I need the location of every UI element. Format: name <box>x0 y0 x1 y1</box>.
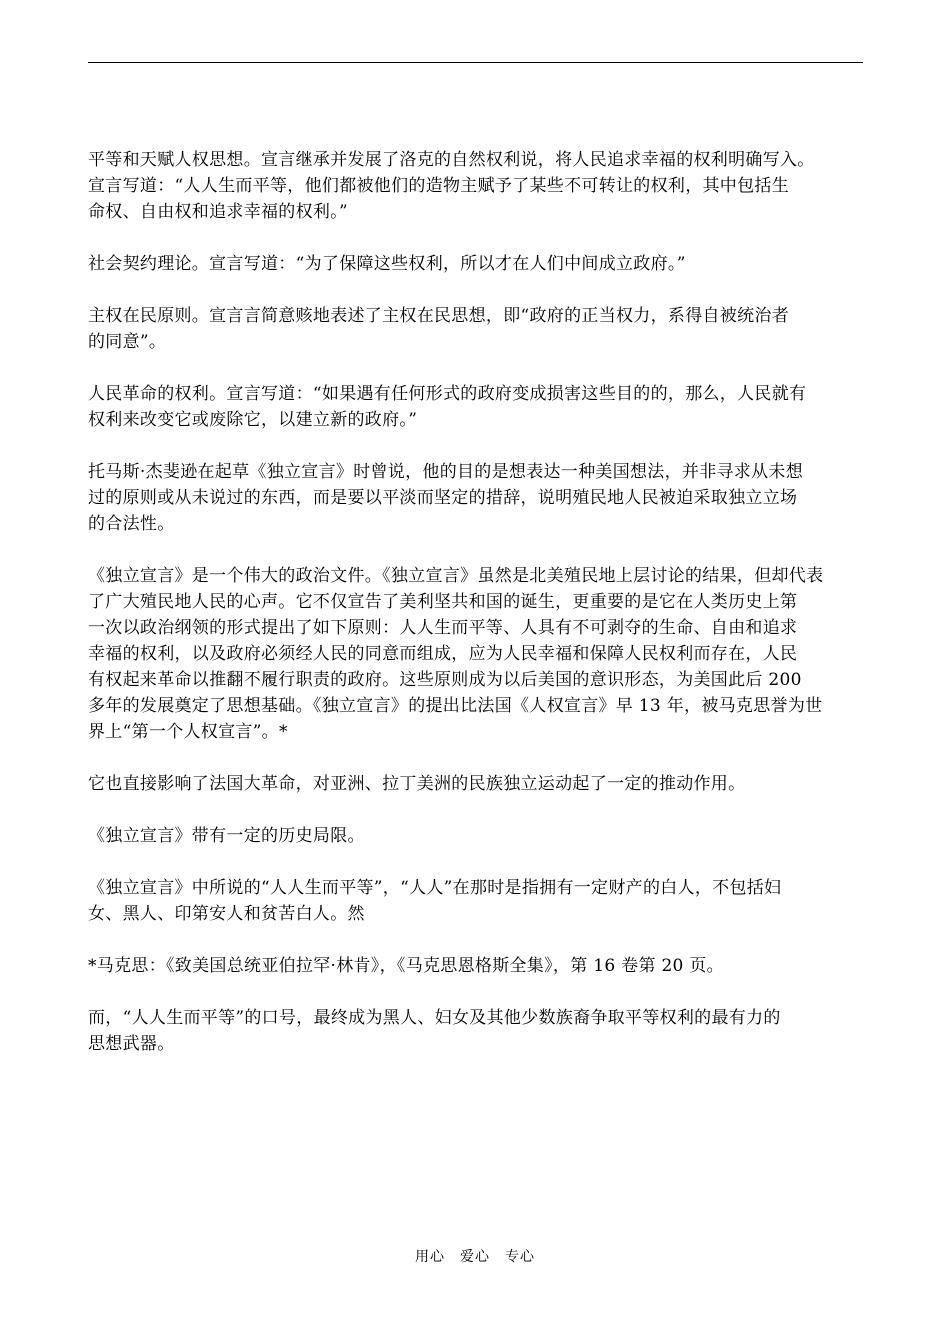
paragraph-jefferson: 托马斯·杰斐逊在起草《独立宣言》时曾说，他的目的是想表达一种美国想法，并非寻求从未想 过的原则或从未说过的东西，而是要以平淡而坚定的措辞，说明殖民地人民被迫采取独立立场 的合法性。 <box>88 462 804 534</box>
paragraph-influence: 它也直接影响了法国大革命，对亚洲、拉丁美洲的民族独立运动起了一定的推动作用。 <box>88 774 746 794</box>
paragraph-significance: 《独立宣言》是一个伟大的政治文件。《独立宣言》虽然是北美殖民地上层讨论的结果，但却代表 了广大殖民地人民的心声。它不仅宣告了美利坚共和国的诞生，更重要的是它在人类历史上第 一次以政治纲领的形式提出了如下原则：人人生而平等、人具有不可剥夺的生命、自由和追求 幸福的权利，以及政府必须经人民的同意而组成，应为人民幸福和保障人民权利而存在，人民 有权起来革命以推翻不履行职责的政府。这些原则成为以后美国的意识形态，为美国此后 200 多年的发展奠定了思想基础。《独立宣言》的提出比法国《人权宣言》早 13 年，被马克思誉为世 界上“第一个人权宣言”。* <box>88 566 824 742</box>
paragraph-social-contract: 社会契约理论。宣言写道：“为了保障这些权利，所以才在人们中间成立政府。” <box>88 254 686 274</box>
page-footer: 用心 爱心 专心 <box>415 1249 535 1265</box>
footnote: *马克思：《致美国总统亚伯拉罕·林肯》，《马克思恩格斯全集》，第 16 卷第 20 页。 <box>88 956 724 976</box>
paragraph-equality-meaning: 《独立宣言》中所说的“人人生而平等”，“人人”在那时是指拥有一定财产的白人，不包括妇 女、黑人、印第安人和贫苦白人。然 <box>88 878 782 924</box>
paragraph-limitations: 《独立宣言》带有一定的历史局限。 <box>88 826 365 846</box>
document-body <box>88 147 866 1083</box>
header-rule <box>88 62 863 63</box>
paragraph-popular-sovereignty: 主权在民原则。宣言言简意赅地表述了主权在民思想，即“政府的正当权力，系得自被统治者 的同意”。 <box>88 306 789 352</box>
paragraph-natural-rights: 平等和天赋人权思想。宣言继承并发展了洛克的自然权利说，将人民追求幸福的权利明确写入。 宣言写道：“人人生而平等，他们都被他们的造物主赋予了某些不可转让的权利，其中包括生 命权、自由权和追求幸福的权利。” <box>88 150 815 222</box>
paragraph-right-of-revolution: 人民革命的权利。宣言写道：“如果遇有任何形式的政府变成损害这些目的的，那么，人民就有 权利来改变它或废除它，以建立新的政府。” <box>88 384 807 430</box>
paragraph-slogan: 而，“人人生而平等”的口号，最终成为黑人、妇女及其他少数族裔争取平等权利的最有力的 思想武器。 <box>88 1008 781 1054</box>
